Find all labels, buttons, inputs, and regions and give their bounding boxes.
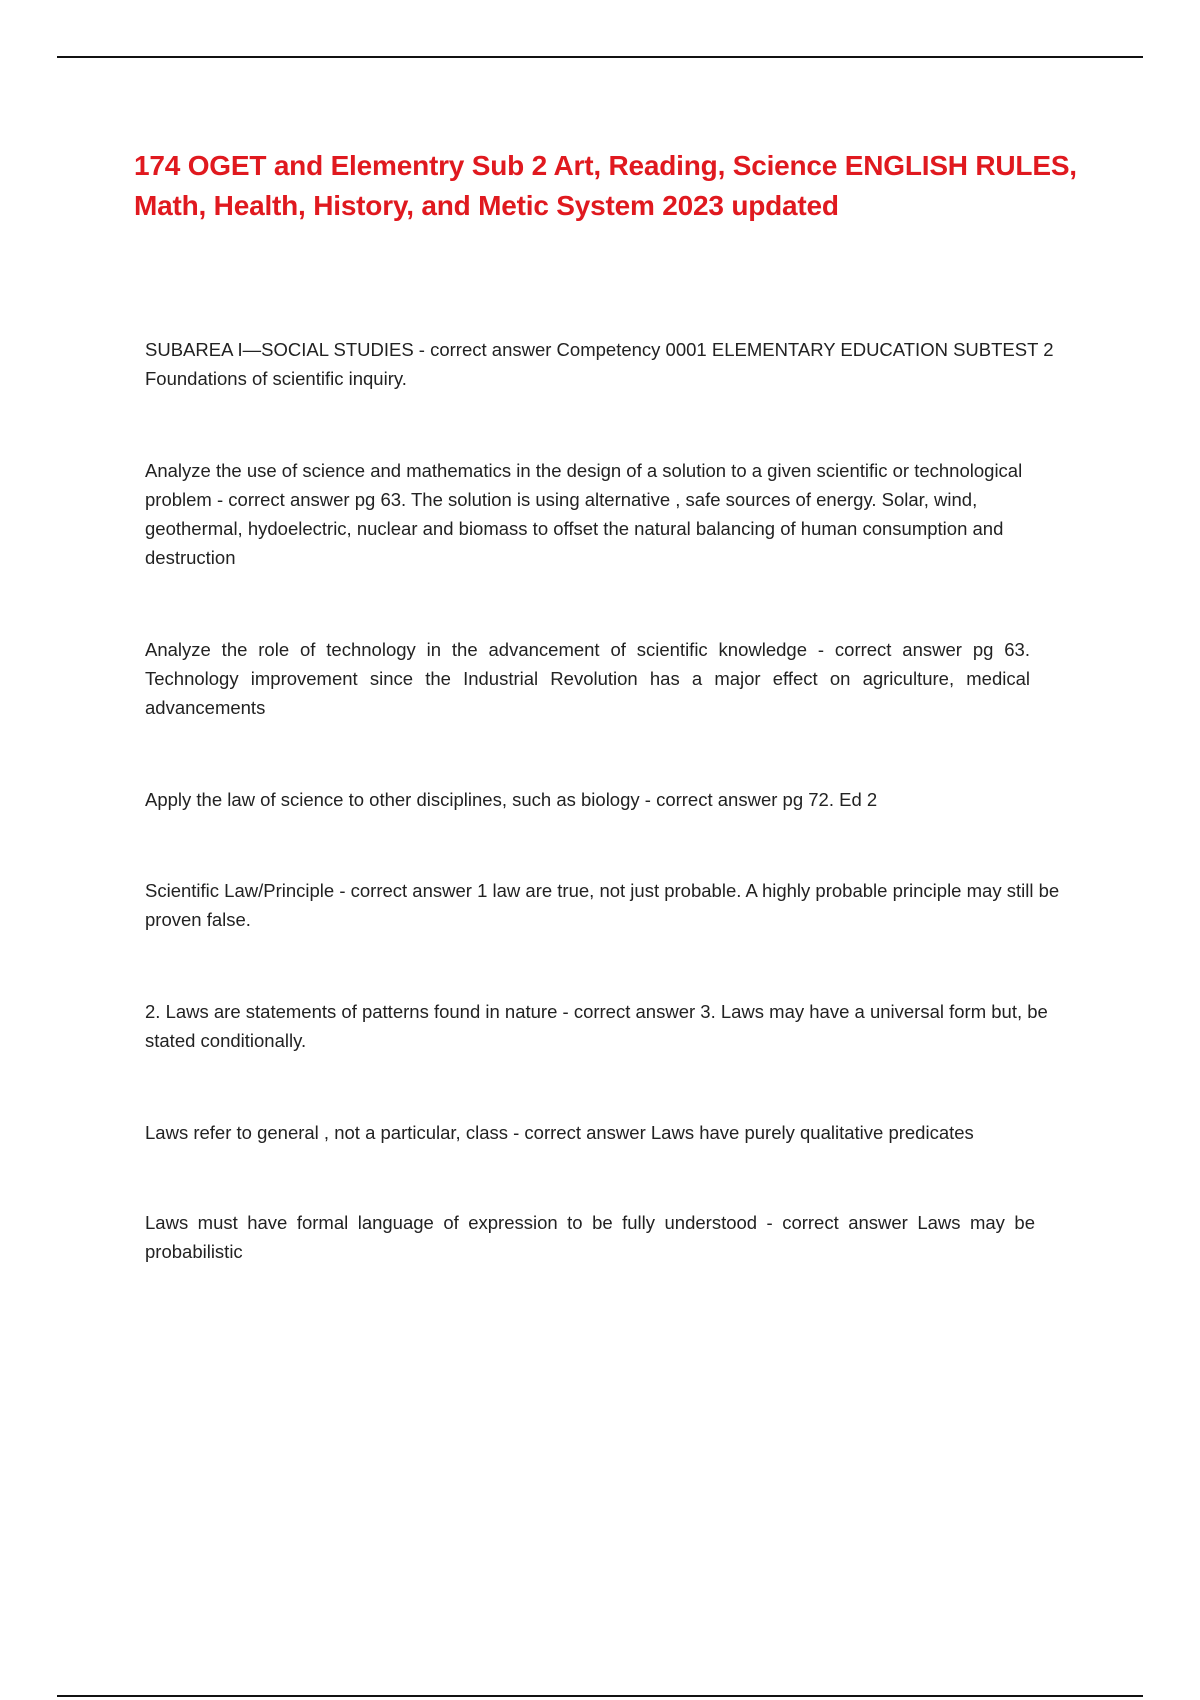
qa-entry: 2. Laws are statements of patterns found in nature - correct answer 3. Laws may have a universal form but, be stated conditionally. xyxy=(145,1001,1048,1051)
qa-entry: SUBAREA I—SOCIAL STUDIES - correct answer Competency 0001 ELEMENTARY EDUCATION SUBTEST 2 Foundations of scientific inquiry. xyxy=(145,339,1054,389)
qa-entry: Laws must have formal language of expression to be fully understood - correct answer Laws may be probabilistic xyxy=(145,1212,1035,1262)
qa-entry: Scientific Law/Principle - correct answer 1 law are true, not just probable. A highly probable principle may still be proven false. xyxy=(145,880,1060,930)
qa-entry: Analyze the role of technology in the advancement of scientific knowledge - correct answer pg 63. Technology improvement since the Industrial Revolution has a major effect on agriculture, medical advancements xyxy=(145,639,1030,718)
qa-entry: Laws refer to general , not a particular, class - correct answer Laws have purely qualitative predicates xyxy=(145,1122,974,1143)
bottom-rule xyxy=(57,1695,1143,1697)
top-rule xyxy=(57,56,1143,58)
qa-entry: Apply the law of science to other disciplines, such as biology - correct answer pg 72. Ed 2 xyxy=(145,789,878,810)
document-title: 174 OGET and Elementry Sub 2 Art, Reading, Science ENGLISH RULES, Math, Health, History, and Metic System 2023 updated xyxy=(134,150,1077,221)
qa-entry: Analyze the use of science and mathematics in the design of a solution to a given scientific or technological problem - correct answer pg 63. The solution is using alternative , safe sources of energy. Solar, wind, geothermal, hydoelectric, nuclear and biomass to offset the natural balancing of human consumption and destruction xyxy=(145,460,1023,568)
